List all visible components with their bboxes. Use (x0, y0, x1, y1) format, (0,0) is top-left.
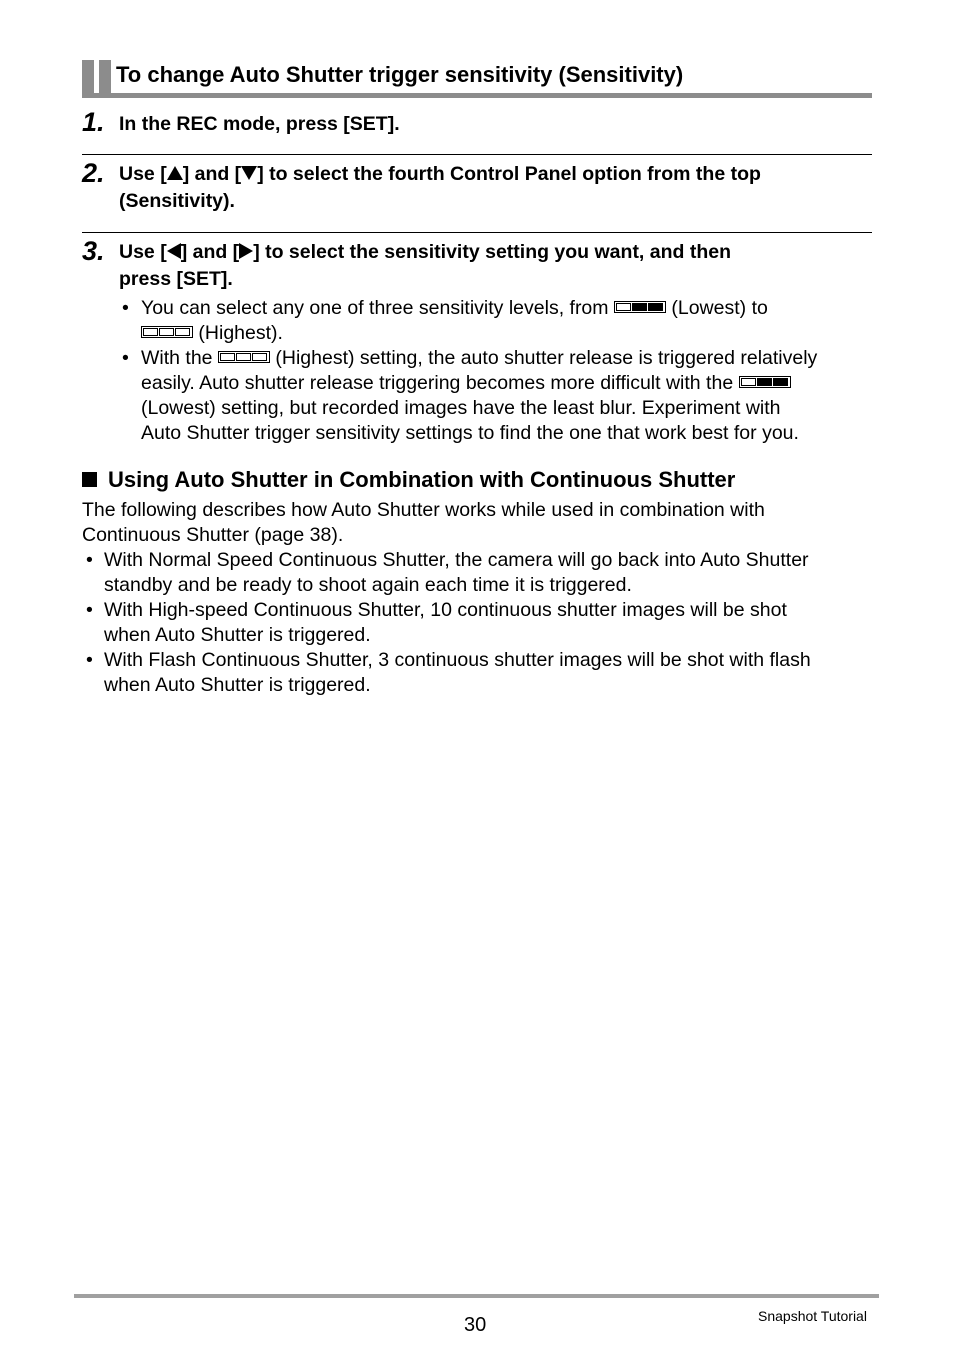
bullet-icon: • (122, 297, 129, 319)
text-part: With the (141, 347, 213, 369)
subsection-heading (82, 466, 735, 494)
text-part: (Highest). (198, 322, 283, 344)
bullet-icon: • (86, 549, 93, 571)
heading-title: To change Auto Shutter trigger sensitivity (Sensitivity) (116, 62, 684, 87)
text-part: You can select any one of three sensitivity levels, from (141, 297, 609, 319)
step-text (119, 161, 879, 215)
text-part: (Lowest) to (671, 297, 768, 319)
text-part: The following describes how Auto Shutter works while used in combination with (82, 499, 765, 521)
square-bullet-icon (82, 472, 97, 487)
text-part: Auto Shutter trigger sensitivity settings to find the one that work best for you. (141, 422, 799, 444)
list-item (141, 346, 881, 446)
text-part: With Flash Continuous Shutter, 3 continuous shutter images will be shot with flash (104, 649, 811, 671)
subsection-title: Using Auto Shutter in Combination with Continuous Shutter (108, 467, 736, 492)
step-text (119, 239, 879, 293)
bullet-icon: • (86, 649, 93, 671)
step-number: 3. (82, 236, 105, 266)
right-arrow-icon (239, 243, 253, 259)
left-arrow-icon (167, 243, 181, 259)
bullet-icon: • (86, 599, 93, 621)
sensitivity-highest-icon (141, 326, 193, 338)
text-part: With Normal Speed Continuous Shutter, the camera will go back into Auto Shutter (104, 549, 809, 571)
footer-title: Snapshot Tutorial (758, 1308, 867, 1324)
step-number: 1. (82, 107, 105, 137)
heading-bar-decoration (82, 60, 94, 93)
step-text-part: ] and [ (182, 163, 242, 185)
section-heading (82, 60, 872, 98)
list-item (104, 598, 884, 648)
bullet-icon: • (122, 347, 129, 369)
step-text-part: (Sensitivity). (119, 190, 235, 212)
step-text-part: Use [ (119, 163, 167, 185)
step-text-part: ] to select the fourth Control Panel option from the top (257, 163, 761, 185)
page-number: 30 (464, 1314, 487, 1336)
footer-divider (74, 1294, 879, 1298)
step-number: 2. (82, 158, 105, 188)
sensitivity-highest-icon (218, 351, 270, 363)
text-part: when Auto Shutter is triggered. (104, 674, 371, 696)
step-text-part: ] and [ (180, 241, 240, 263)
paragraph (82, 498, 882, 548)
list-item (141, 296, 881, 346)
sensitivity-lowest-icon (614, 301, 666, 313)
down-arrow-icon (241, 166, 257, 180)
step-text-part: ] to select the sensitivity setting you want, and then (253, 241, 732, 263)
divider (82, 232, 872, 233)
heading-bar-decoration (99, 60, 111, 93)
text-part: Continuous Shutter (page 38). (82, 524, 344, 546)
list-item (104, 548, 884, 598)
step-text: In the REC mode, press [SET]. (119, 113, 400, 135)
divider (82, 154, 872, 155)
list-item (104, 648, 884, 698)
step-text-part: Use [ (119, 241, 167, 263)
up-arrow-icon (167, 166, 183, 180)
text-part: easily. Auto shutter release triggering becomes more difficult with the (141, 372, 734, 394)
text-part: (Highest) setting, the auto shutter release is triggered relatively (275, 347, 818, 369)
step-text-part: press [SET]. (119, 268, 233, 290)
text-part: standby and be ready to shoot again each time it is triggered. (104, 574, 632, 596)
text-part: when Auto Shutter is triggered. (104, 624, 371, 646)
text-part: With High-speed Continuous Shutter, 10 continuous shutter images will be shot (104, 599, 787, 621)
text-part: (Lowest) setting, but recorded images have the least blur. Experiment with (141, 397, 781, 419)
sensitivity-lowest-icon (739, 376, 791, 388)
